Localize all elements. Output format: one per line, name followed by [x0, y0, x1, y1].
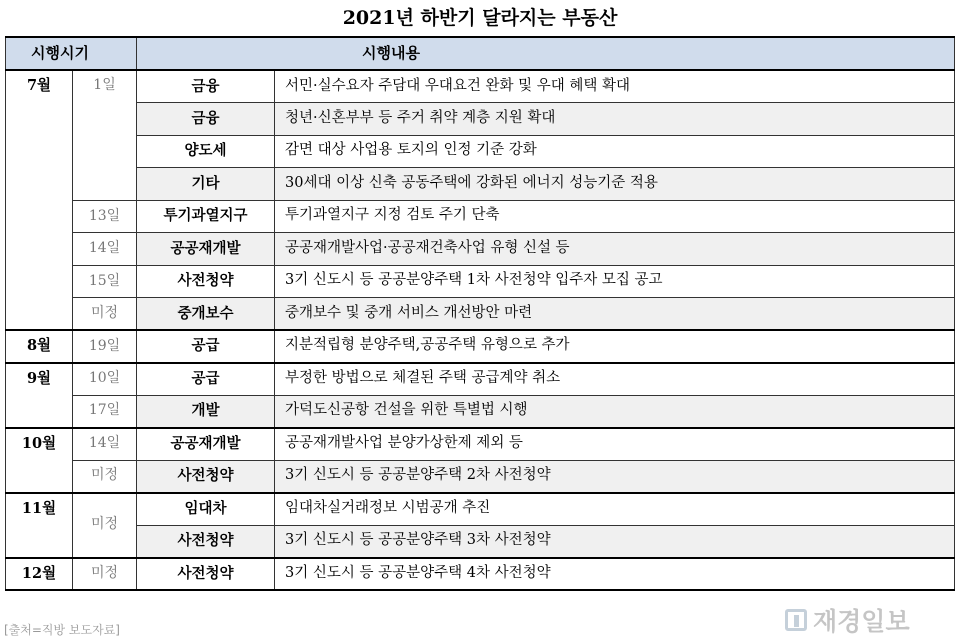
publisher-logo	[785, 602, 910, 638]
category-cell: 투기과열지구	[137, 200, 275, 233]
day-cell: 13일	[73, 200, 137, 233]
table-row	[6, 265, 955, 298]
table-row	[6, 428, 955, 461]
month-cell: 9월	[6, 363, 73, 428]
category-cell: 금융	[137, 70, 275, 103]
content-cell: 30세대 이상 신축 공동주택에 강화된 에너지 성능기준 적용	[275, 168, 955, 201]
category-cell: 개발	[137, 395, 275, 428]
table-row	[6, 233, 955, 266]
content-cell: 3기 신도시 등 공공분양주택 1차 사전청약 입주자 모집 공고	[275, 265, 955, 298]
content-cell: 공공재개발사업·공공재건축사업 유형 신설 등	[275, 233, 955, 266]
table-row	[6, 168, 955, 201]
category-cell: 사전청약	[137, 265, 275, 298]
content-cell: 공공재개발사업 분양가상한제 제외 등	[275, 428, 955, 461]
table-row	[6, 493, 955, 526]
day-cell: 미정	[73, 460, 137, 493]
day-cell: 19일	[73, 330, 137, 363]
category-cell: 양도세	[137, 135, 275, 168]
category-cell: 사전청약	[137, 460, 275, 493]
table-row	[6, 135, 955, 168]
table-row	[6, 525, 955, 558]
day-cell: 1일	[73, 70, 137, 200]
category-cell: 중개보수	[137, 298, 275, 331]
category-cell: 공급	[137, 330, 275, 363]
content-cell: 부정한 방법으로 체결된 주택 공급계약 취소	[275, 363, 955, 396]
content-cell: 투기과열지구 지정 검토 주기 단축	[275, 200, 955, 233]
category-cell: 임대차	[137, 493, 275, 526]
category-cell: 사전청약	[137, 558, 275, 591]
content-cell: 가덕도신공항 건설을 위한 특별법 시행	[275, 395, 955, 428]
content-cell: 서민·실수요자 주담대 우대요건 완화 및 우대 혜택 확대	[275, 70, 955, 103]
month-cell: 12월	[6, 558, 73, 591]
table-row	[6, 103, 955, 136]
content-cell: 청년·신혼부부 등 주거 취약 계층 지원 확대	[275, 103, 955, 136]
content-cell: 3기 신도시 등 공공분양주택 2차 사전청약	[275, 460, 955, 493]
header-exec-period: 시행시기	[6, 37, 137, 70]
header-content: 시행내용	[137, 37, 955, 70]
content-cell: 3기 신도시 등 공공분양주택 4차 사전청약	[275, 558, 955, 591]
month-cell: 10월	[6, 428, 73, 493]
table-row	[6, 395, 955, 428]
schedule-table	[5, 36, 955, 591]
day-cell: 미정	[73, 493, 137, 558]
day-cell: 17일	[73, 395, 137, 428]
table-row	[6, 363, 955, 396]
table-header-row	[6, 37, 955, 70]
category-cell: 공공재개발	[137, 428, 275, 461]
table-row	[6, 70, 955, 103]
category-cell: 금융	[137, 103, 275, 136]
content-cell: 지분적립형 분양주택,공공주택 유형으로 추가	[275, 330, 955, 363]
table-row	[6, 330, 955, 363]
table-row	[6, 460, 955, 493]
source-caption: [출처=직방 보도자료]	[4, 623, 120, 637]
table-row	[6, 298, 955, 331]
category-cell: 공급	[137, 363, 275, 396]
month-cell: 8월	[6, 330, 73, 363]
day-cell: 미정	[73, 558, 137, 591]
day-cell: 15일	[73, 265, 137, 298]
content-cell: 중개보수 및 중개 서비스 개선방안 마련	[275, 298, 955, 331]
day-cell: 미정	[73, 298, 137, 331]
day-cell: 10일	[73, 363, 137, 396]
table-row	[6, 200, 955, 233]
table-row	[6, 558, 955, 591]
category-cell: 공공재개발	[137, 233, 275, 266]
page-title: 2021년 하반기 달라지는 부동산	[342, 7, 618, 29]
month-cell: 11월	[6, 493, 73, 558]
category-cell: 기타	[137, 168, 275, 201]
logo-icon	[785, 609, 807, 631]
category-cell: 사전청약	[137, 525, 275, 558]
content-cell: 3기 신도시 등 공공분양주택 3차 사전청약	[275, 525, 955, 558]
month-cell: 7월	[6, 70, 73, 330]
logo-text: 재경일보	[813, 607, 910, 636]
content-cell: 임대차실거래정보 시범공개 추진	[275, 493, 955, 526]
content-cell: 감면 대상 사업용 토지의 인정 기준 강화	[275, 135, 955, 168]
day-cell: 14일	[73, 233, 137, 266]
day-cell: 14일	[73, 428, 137, 461]
